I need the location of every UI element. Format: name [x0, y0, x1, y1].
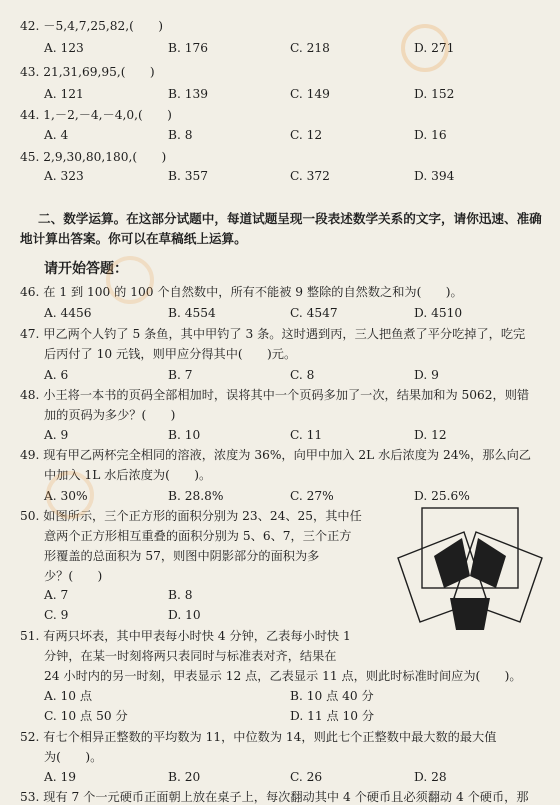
question-44-stem: 44. 1,－2,－4,－4,0,( )	[20, 108, 172, 122]
q44-option-a: A. 4	[44, 128, 69, 142]
question-53-line1: 53. 现有 7 个一元硬币正面朝上放在桌子上，每次翻动其中 4 个硬币且必须翻动 4 个硬币，那	[20, 790, 529, 804]
watermark-logo-top	[395, 18, 455, 78]
q47-option-a: A. 6	[44, 368, 69, 382]
q42-option-b: B. 176	[168, 41, 208, 55]
q42-option-d: D. 271	[414, 41, 455, 55]
question-49-line1: 49. 现有甲乙两杯完全相同的溶液，浓度为 36%，向甲中加入 2L 水后浓度为 24%，那么向乙	[20, 448, 531, 462]
q51-option-b: B. 10 点 40 分	[290, 689, 374, 703]
question-42-stem: 42. －5,4,7,25,82,( )	[20, 19, 163, 33]
q49-option-b: B. 28.8%	[168, 489, 224, 503]
q46-option-a: A. 4456	[44, 306, 92, 320]
question-43-stem: 43. 21,31,69,95,( )	[20, 65, 155, 79]
q44-option-b: B. 8	[168, 128, 193, 142]
q50-option-d: D. 10	[168, 608, 201, 622]
q43-option-c: C. 149	[290, 87, 330, 101]
q52-option-d: D. 28	[414, 770, 447, 784]
q52-option-b: B. 20	[168, 770, 201, 784]
q49-option-a: A. 30%	[44, 489, 88, 503]
q48-option-c: C. 11	[290, 428, 323, 442]
shaded-region-bottom	[450, 598, 490, 630]
q44-option-c: C. 12	[290, 128, 323, 142]
shaded-region-left	[434, 538, 470, 588]
q50-option-c: C. 9	[44, 608, 69, 622]
q46-option-b: B. 4554	[168, 306, 216, 320]
question-51-line3: 24 小时内的另一时刻，甲表显示 12 点，乙表显示 11 点，则此时标准时间应为( )。	[44, 669, 522, 683]
q52-option-a: A. 19	[44, 770, 77, 784]
q48-option-d: D. 12	[414, 428, 447, 442]
question-48-line1: 48. 小王将一本书的页码全部相加时，误将其中一个页码多加了一次，结果加和为 5062，则错	[20, 388, 530, 402]
q45-option-c: C. 372	[290, 169, 330, 183]
q48-option-a: A. 9	[44, 428, 69, 442]
question-49-line2: 中加入 1L 水后浓度为( )。	[44, 468, 212, 482]
q47-option-c: C. 8	[290, 368, 315, 382]
question-50-line2: 意两个正方形相互重叠的面积分别为 5、6、7，三个正方	[44, 529, 352, 543]
q46-option-d: D. 4510	[414, 306, 463, 320]
q45-option-d: D. 394	[414, 169, 455, 183]
q42-option-c: C. 218	[290, 41, 330, 55]
q45-option-b: B. 357	[168, 169, 208, 183]
q46-option-c: C. 4547	[290, 306, 338, 320]
section-heading-line2: 地计算出答案。你可以在草稿纸上运算。	[20, 231, 247, 246]
question-50-line1: 50. 如图所示，三个正方形的面积分别为 23、24、25，其中任	[20, 509, 362, 523]
watermark-logo-bottom	[40, 465, 100, 525]
watermark-logo-middle	[100, 250, 160, 310]
q50-option-a: A. 7	[44, 588, 69, 602]
question-47-line2: 后丙付了 10 元钱，则甲应分得其中( )元。	[44, 347, 297, 361]
q49-option-d: D. 25.6%	[414, 489, 470, 503]
q45-option-a: A. 323	[44, 169, 84, 183]
q47-option-b: B. 7	[168, 368, 193, 382]
q51-option-c: C. 10 点 50 分	[44, 709, 128, 723]
q43-option-d: D. 152	[414, 87, 455, 101]
section-heading-line1: 二、数学运算。在这部分试题中，每道试题呈现一段表述数学关系的文字，请你迅速、准确	[38, 211, 542, 226]
question-51-line1: 51. 有两只坏表，其中甲表每小时快 4 分钟，乙表每小时快 1	[20, 629, 351, 643]
question-46-stem: 46. 在 1 到 100 的 100 个自然数中，所有不能被 9 整除的自然数之和为( )。	[20, 285, 463, 299]
shaded-region-right	[470, 538, 506, 588]
question-52-line2: 为( )。	[44, 750, 103, 764]
q42-option-a: A. 123	[44, 41, 84, 55]
question-45-stem: 45. 2,9,30,80,180,( )	[20, 150, 167, 164]
question-48-line2: 加的页码为多少？( )	[44, 408, 176, 422]
overlapping-squares-figure	[394, 506, 546, 634]
question-52-line1: 52. 有七个相异正整数的平均数为 11，中位数为 14，则此七个正整数中最大数的最大值	[20, 730, 497, 744]
question-51-line2: 分钟，在某一时刻将两只表同时与标准表对齐，结果在	[44, 649, 337, 663]
q49-option-c: C. 27%	[290, 489, 334, 503]
q44-option-d: D. 16	[414, 128, 447, 142]
start-label: 请开始答题：	[44, 261, 128, 277]
question-47-line1: 47. 甲乙两个人钓了 5 条鱼，其中甲钓了 3 条。这时遇到丙，三人把鱼煮了平分吃掉了，吃完	[20, 327, 526, 341]
q47-option-d: D. 9	[414, 368, 439, 382]
q48-option-b: B. 10	[168, 428, 201, 442]
q51-option-d: D. 11 点 10 分	[290, 709, 375, 723]
q52-option-c: C. 26	[290, 770, 323, 784]
q51-option-a: A. 10 点	[44, 689, 93, 703]
q43-option-a: A. 121	[44, 87, 84, 101]
q50-option-b: B. 8	[168, 588, 193, 602]
question-50-line3: 形覆盖的总面积为 57，则图中阴影部分的面积为多	[44, 549, 320, 563]
q43-option-b: B. 139	[168, 87, 208, 101]
question-50-line4: 少？( )	[44, 569, 103, 583]
